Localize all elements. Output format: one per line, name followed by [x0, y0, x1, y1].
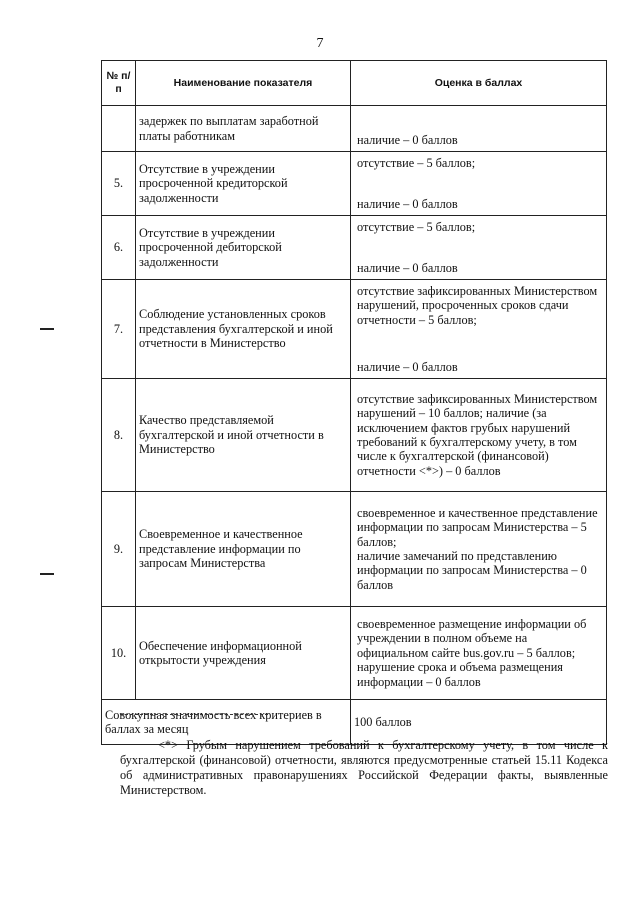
table-row — [102, 280, 607, 379]
header-score: Оценка в баллах — [351, 61, 607, 106]
score-text: наличие – 0 баллов — [357, 359, 458, 374]
table-row — [102, 106, 607, 152]
score-text: отсутствие – 5 баллов; — [357, 156, 476, 170]
header-indicator-name: Наименование показателя — [136, 61, 351, 106]
score-text: отсутствие – 5 баллов; — [357, 220, 476, 234]
row-number — [102, 106, 136, 152]
total-value: 100 баллов — [351, 700, 607, 745]
indicator-name: Своевременное и качественное представление информации по запросам Министерства — [136, 492, 351, 607]
indicator-name: Отсутствие в учреждении просроченной кредиторской задолженности — [136, 152, 351, 216]
score-cell — [351, 152, 607, 216]
score-text: наличие – 0 баллов — [357, 260, 458, 275]
footnote-separator — [120, 714, 268, 715]
total-label: Совокупная значимость всех критериев в баллах за месяц — [102, 700, 351, 745]
table-header-row — [102, 61, 607, 106]
criteria-table — [101, 60, 607, 745]
score-text: наличие замечаний по представлению информации по запросам Министерства – 0 баллов — [357, 549, 587, 592]
table-row — [102, 216, 607, 280]
indicator-name: Обеспечение информационной открытости учреждения — [136, 607, 351, 700]
footnote-text: <*> Грубым нарушением требований к бухгалтерскому учету, в том числе к бухгалтерской (финансовой) отчетности, являются предусмотренные статьей 15.11 Кодекса об административных правонарушениях Российской Федерации факты, выявленные Министерством. — [120, 738, 608, 797]
score-text: наличие – 0 баллов — [357, 196, 458, 211]
row-number: 6. — [102, 216, 136, 280]
score-text: отсутствие зафиксированных Министерством нарушений, просроченных сроков сдачи отчетности – 5 баллов; — [357, 284, 598, 327]
indicator-name: Соблюдение установленных сроков представления бухгалтерской и иной отчетности в Министерство — [136, 280, 351, 379]
margin-dash-mark — [40, 328, 54, 330]
score-cell — [351, 106, 607, 152]
score-text: своевременное и качественное представление информации по запросам Министерства – 5 баллов; — [357, 505, 598, 549]
table-row — [102, 379, 607, 492]
score-cell — [351, 280, 607, 379]
indicator-name: Отсутствие в учреждении просроченной дебиторской задолженности — [136, 216, 351, 280]
header-number: № п/п — [102, 61, 136, 106]
indicator-name: задержек по выплатам заработной платы работникам — [136, 106, 351, 152]
row-number: 10. — [102, 607, 136, 700]
table-row — [102, 607, 607, 700]
table-row — [102, 152, 607, 216]
margin-dash-mark — [40, 573, 54, 575]
score-text: своевременное размещение информации об учреждении в полном объеме на официальном сайте bus.gov.ru – 5 баллов; — [357, 616, 587, 660]
row-number: 8. — [102, 379, 136, 492]
row-number: 5. — [102, 152, 136, 216]
score-cell — [351, 492, 607, 607]
row-number: 9. — [102, 492, 136, 607]
row-number: 7. — [102, 280, 136, 379]
score-cell — [351, 379, 607, 492]
table-row — [102, 492, 607, 607]
score-cell — [351, 607, 607, 700]
score-cell — [351, 216, 607, 280]
score-text: нарушение срока и объема размещения информации – 0 баллов — [357, 660, 563, 689]
score-text: наличие – 0 баллов — [357, 132, 458, 147]
indicator-name: Качество представляемой бухгалтерской и иной отчетности в Министерство — [136, 379, 351, 492]
score-text: отсутствие зафиксированных Министерством нарушений – 10 баллов; наличие (за исключением фактов грубых нарушений требований к бухгалтерскому учету, в том числе к бухгалтерской (финансовой) отчетности <*>) – 0 баллов — [357, 391, 598, 478]
page-number: 7 — [316, 36, 324, 51]
